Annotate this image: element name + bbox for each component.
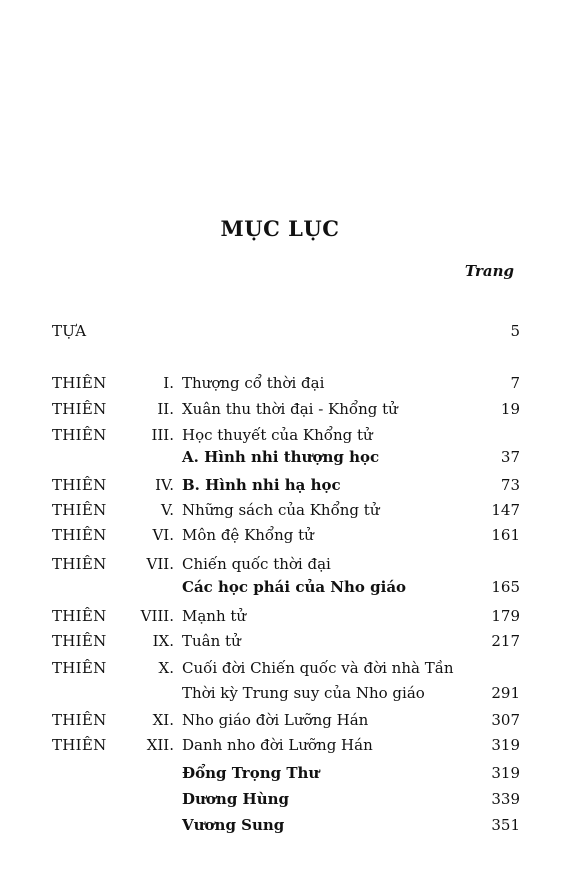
toc-row-title: Học thuyết của Khổng tử [182,426,373,444]
toc-row-page: 5 [510,322,520,340]
toc-row-title: Mạnh tử [182,607,247,625]
toc-row-page: 7 [510,374,520,392]
toc-row-page: 319 [491,736,520,754]
toc-row-label: THIÊN [52,400,107,418]
toc-row [0,372,572,394]
toc-row-page: 147 [491,501,520,519]
toc-row-label: THIÊN [52,501,107,519]
toc-row [0,320,572,342]
toc-row-title: Chiến quốc thời đại [182,555,331,573]
toc-row-title: Danh nho đời Lưỡng Hán [182,736,373,754]
toc-row-page: 217 [491,632,520,650]
toc-row-title: Đổng Trọng Thư [182,764,320,782]
toc-row-label: THIÊN [52,632,107,650]
toc-row [0,446,572,468]
toc-row-page: 19 [500,400,520,418]
toc-row-title: Xuân thu thời đại - Khổng tử [182,400,398,418]
toc-row [0,524,572,546]
toc-row-title: Thượng cổ thời đại [182,374,325,392]
toc-row-title: Cuối đời Chiến quốc và đời nhà Tần [182,659,454,677]
toc-row-page: 37 [500,448,520,466]
toc-row-number: XI. [152,711,174,729]
toc-row-label: THIÊN [52,526,107,544]
toc-row-number: IV. [155,476,174,494]
toc-row-label: THIÊN [52,426,107,444]
toc-row [0,630,572,652]
toc-row-page: 339 [491,790,520,808]
toc-row-page: 161 [491,526,520,544]
toc-row-page: 165 [491,578,520,596]
toc-row [0,553,572,575]
toc-row-label: THIÊN [52,555,107,573]
toc-row [0,762,572,784]
toc-row-page: 351 [491,816,520,834]
toc-row-page: 307 [491,711,520,729]
toc-row-title: Môn đệ Khổng tử [182,526,314,544]
toc-row-number: XII. [146,736,174,754]
toc-row-page: 319 [491,764,520,782]
toc-row-page: 179 [491,607,520,625]
toc-row-label: THIÊN [52,374,107,392]
toc-row-title: Thời kỳ Trung suy của Nho giáo [182,684,425,702]
toc-row-number: VII. [146,555,174,573]
toc-row-number: IX. [152,632,174,650]
toc-row-title: Tuân tử [182,632,241,650]
toc-row-title: Những sách của Khổng tử [182,501,380,519]
toc-row-page: 73 [500,476,520,494]
toc-row [0,605,572,627]
toc-row-title: Vương Sung [182,816,285,834]
toc-row-title: Nho giáo đời Lưỡng Hán [182,711,369,729]
page-column-header: Trang [464,262,514,280]
toc-row-label: THIÊN [52,711,107,729]
toc-row [0,474,572,496]
toc-row-label: TỰA [52,322,87,340]
toc-row-title: A. Hình nhi thượng học [182,448,380,466]
toc-heading: MỤC LỤC [220,216,340,241]
toc-row-number: III. [151,426,174,444]
toc-row-title: Các học phái của Nho giáo [182,578,407,596]
toc-row-label: THIÊN [52,607,107,625]
toc-row-number: VIII. [140,607,174,625]
toc-row [0,709,572,731]
toc-row-number: X. [158,659,174,677]
toc-row-page: 291 [491,684,520,702]
toc-row [0,814,572,836]
toc-row [0,682,572,704]
toc-row-number: I. [163,374,174,392]
toc-row [0,398,572,420]
toc-row-label: THIÊN [52,476,107,494]
toc-row-title: B. Hình nhi hạ học [182,476,341,494]
toc-row-number: II. [157,400,174,418]
toc-row [0,657,572,679]
toc-row-label: THIÊN [52,659,107,677]
toc-row [0,499,572,521]
toc-row-title: Dương Hùng [182,790,290,808]
toc-row [0,424,572,446]
toc-row [0,576,572,598]
toc-row [0,788,572,810]
toc-row-number: VI. [152,526,174,544]
toc-row-label: THIÊN [52,736,107,754]
toc-row [0,734,572,756]
toc-row-number: V. [161,501,174,519]
